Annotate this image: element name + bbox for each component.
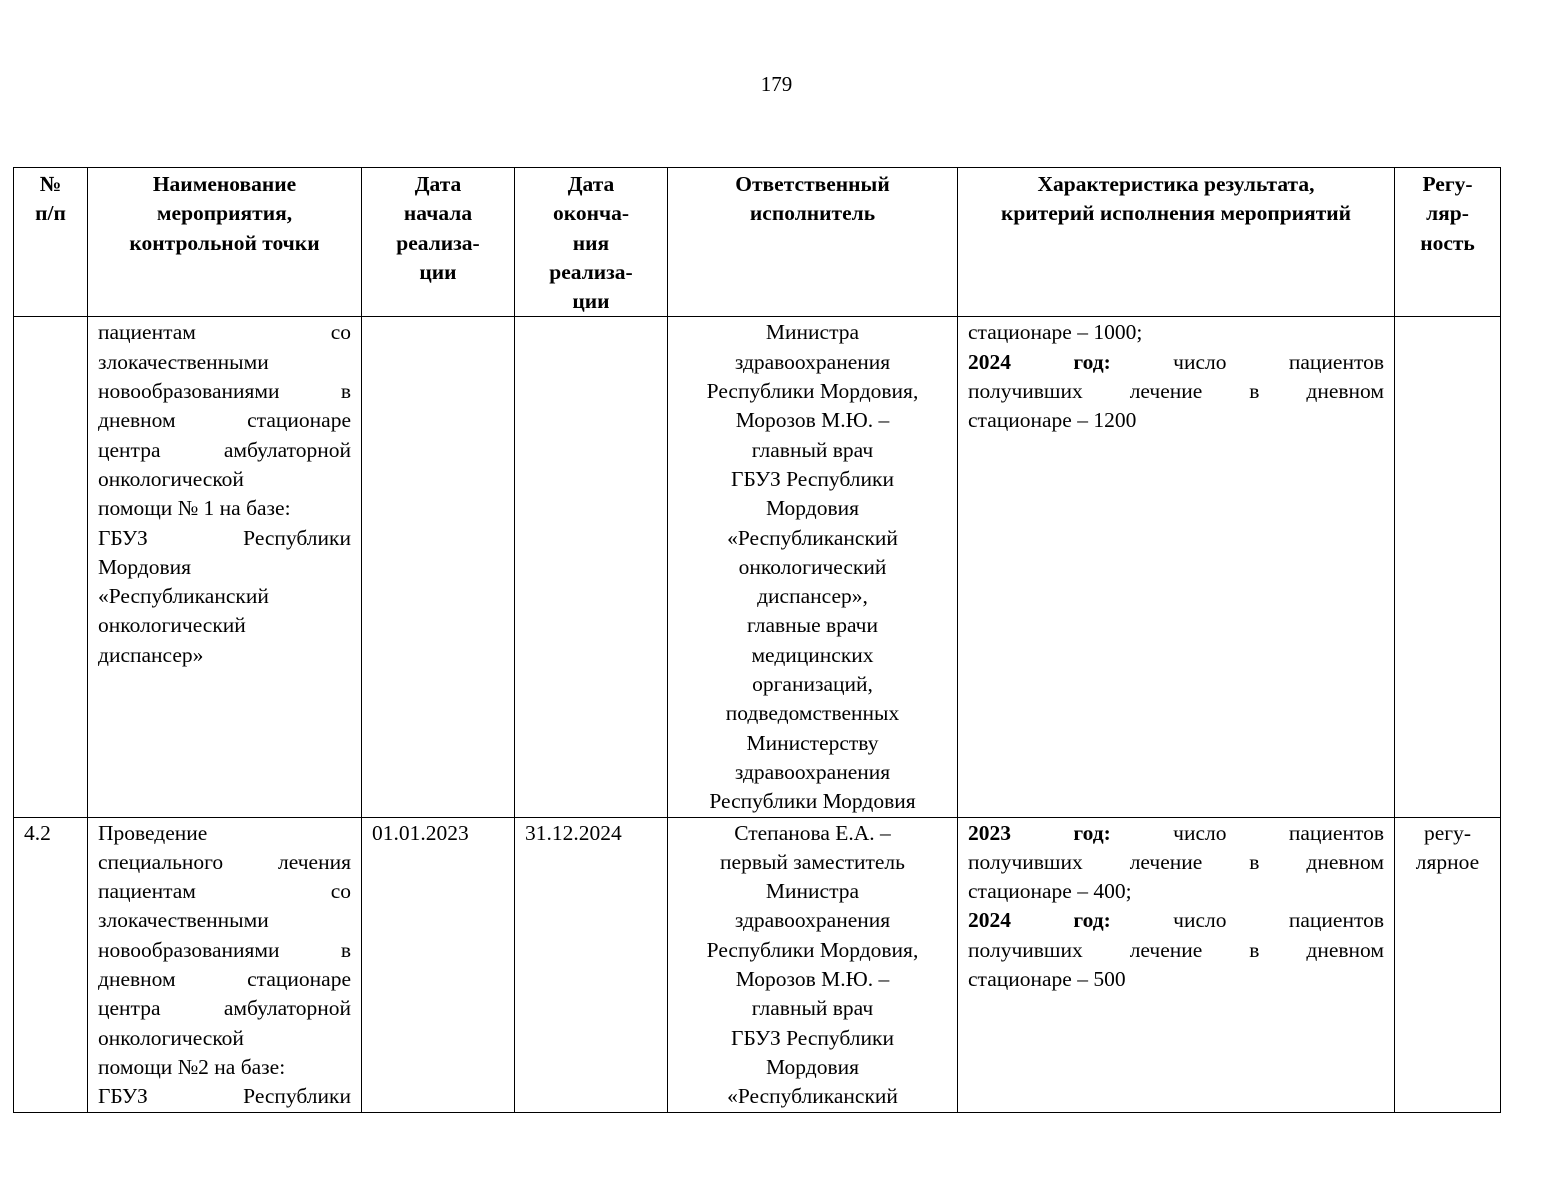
header-regularity: Регу- ляр- ность <box>1395 168 1501 317</box>
result-criteria: стационаре – 1000; 2024 год: число пациентов получивших лечение в дневном стационаре – 1200 <box>958 317 1395 817</box>
result-criteria: 2023 год: число пациентов получивших лечение в дневном стационаре – 400; 2024 год: число пациентов получивших лечение в дневном стационаре – 500 <box>958 817 1395 1112</box>
header-num: № п/п <box>14 168 88 317</box>
row-number: 4.2 <box>14 817 88 1112</box>
responsible-executor: Степанова Е.А. – первый заместитель Министра здравоохранения Республики Мордовия, Морозов М.Ю. – главный врач ГБУЗ Республики Мордовия «Республиканский <box>668 817 958 1112</box>
activity-name: Проведение специального лечения пациентам со злокачественными новообразованиями в дневном стационаре центра амбулаторной онкологической помощи №2 на базе: ГБУЗ Республики <box>88 817 362 1112</box>
table-header-row <box>14 168 1501 317</box>
end-date: 31.12.2024 <box>515 817 668 1112</box>
row-number <box>14 317 88 817</box>
table-row <box>14 317 1501 817</box>
header-start-date: Дата начала реализа- ции <box>362 168 515 317</box>
table-row <box>14 817 1501 1112</box>
regularity: регу- лярное <box>1395 817 1501 1112</box>
responsible-executor: Министра здравоохранения Республики Мордовия, Морозов М.Ю. – главный врач ГБУЗ Республики Мордовия «Республиканский онкологический диспансер», главные врачи медицинских организаций, подведомственных Министерству здравоохранения Республики Мордовия <box>668 317 958 817</box>
activity-name: пациентам со злокачественными новообразованиями в дневном стационаре центра амбулаторной онкологической помощи № 1 на базе: ГБУЗ Республики Мордовия «Республиканский онкологический диспансер» <box>88 317 362 817</box>
header-name: Наименование мероприятия, контрольной точки <box>88 168 362 317</box>
start-date <box>362 317 515 817</box>
activities-table <box>13 167 1501 1113</box>
page-number: 179 <box>760 72 793 96</box>
header-end-date: Дата оконча- ния реализа- ции <box>515 168 668 317</box>
end-date <box>515 317 668 817</box>
header-result: Характеристика результата, критерий исполнения мероприятий <box>958 168 1395 317</box>
start-date: 01.01.2023 <box>362 817 515 1112</box>
regularity <box>1395 317 1501 817</box>
header-responsible: Ответственный исполнитель <box>668 168 958 317</box>
